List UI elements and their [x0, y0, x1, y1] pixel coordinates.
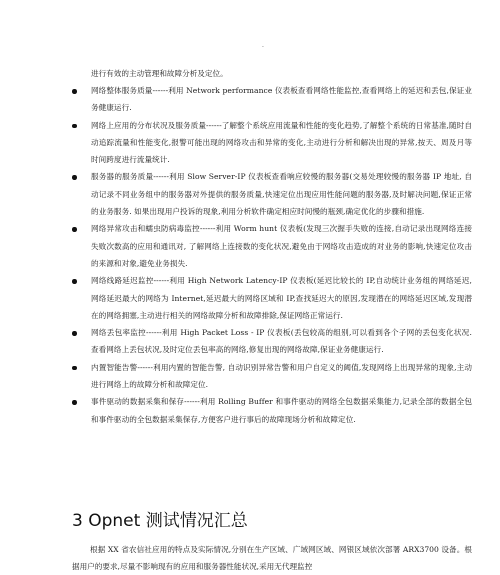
bullet-icon — [72, 279, 77, 284]
section-paragraph: 根据 XX 省农信社应用的特点及实际情况,分别在生产区域、广域网区域、网银区域依次部署 ARX3700 设备。根据用户的要求,尽量不影响现有的应用和服务器性能状况,采用无代理监控 — [72, 544, 472, 571]
list-item — [72, 324, 472, 359]
list-item — [72, 359, 472, 394]
bullet-icon — [72, 400, 77, 405]
list-item-text: 网络整体服务质量------利用 Network performance 仪表板查看网络性能监控,查看网络上的延迟和丢包,保证业务健康运行. — [91, 86, 473, 113]
list-item-text: 网络线路延迟监控------利用 High Network Latency-IP 仪表板(延迟比较长的 IP,自动统计业务组的网络延迟,网络延迟最大的网络为 Internet,延迟最大的网络区域和 IP,查找延迟大的原因,发现潜在的网络延迟区域,发现潜在的网络拥塞,主动进行相关的网络故障分析和故障排除,保证网络正常运行. — [91, 276, 472, 320]
section-heading: 3 Opnet 测试情况汇总 — [72, 511, 248, 531]
list-item-text: 网络丢包率监控------利用 High Packet Loss - IP 仪表板(丢包较高的组别,可以看到各个子网的丢包变化状况. 查看网络上丢包状况,及时定位丢包率高的网络,修复出现的网络故障,保证业务健康运行. — [91, 328, 472, 355]
list-item-text: 网络上应用的分布状况及服务质量------了解整个系统应用流量和性能的变化趋势,了解整个系统的日常基准,随时自动追踪流量和性能变化,报警可能出现的网络攻击和异常的变化,主动进行分析和解决出现的异常,按天、周及月等时间跨度进行流量统计. — [91, 120, 472, 165]
list-item — [72, 272, 472, 324]
bullet-icon — [72, 89, 77, 94]
bullet-icon — [72, 366, 77, 371]
list-item-text: 内置智能告警------利用内置的智能告警, 自动识别异常告警和用户自定义的阈值,发现网络上出现异常的现象,主动进行网络上的故障分析和故障定位. — [91, 362, 472, 390]
list-item — [72, 117, 472, 169]
bullet-list — [72, 82, 472, 428]
bullet-icon — [72, 124, 77, 129]
page-header-mark: . — [262, 42, 264, 49]
bullet-icon — [72, 175, 77, 180]
bullet-icon — [72, 227, 77, 232]
list-item — [72, 393, 472, 428]
bullet-icon — [72, 331, 77, 336]
list-item — [72, 168, 472, 220]
list-item-text: 事件驱动的数据采集和保存------利用 Rolling Buffer 和事件驱动的网络全包数据采集能力,记录全部的数据全包和事件驱动的全包数据采集保存,方便客户进行事后的故障现场分析和故障定位. — [91, 397, 472, 424]
list-item — [72, 220, 472, 272]
continuation-text: 进行有效的主动管理和故障分析及定位。 — [91, 69, 228, 78]
list-item — [72, 82, 472, 117]
list-item-text: 网络异常攻击和蠕虫防病毒监控------利用 Worm hunt 仪表板(发现三次握手失败的连接,自动记录出现网络连接失败次数高的应用和通讯对, 了解网络上连接数的变化状况,避免由于网络攻击造成的对业务的影响,快速定位攻击的来源和对象,避免业务损失. — [91, 224, 472, 268]
list-item-text: 服务器的服务质量------利用 Slow Server-IP 仪表板查看响应较慢的服务器(交易处理较慢的服务器 IP 地址, 自动记录不同业务组中的服务器对外提供的服务质量,快速定位出现应用性能问题的服务器,及时解决问题,保证正常的业务服务. 如果出现用户投诉的现象,利用分析软件确定相应时间慢的瓶颈,确定优化的步骤和措施. — [91, 172, 472, 217]
